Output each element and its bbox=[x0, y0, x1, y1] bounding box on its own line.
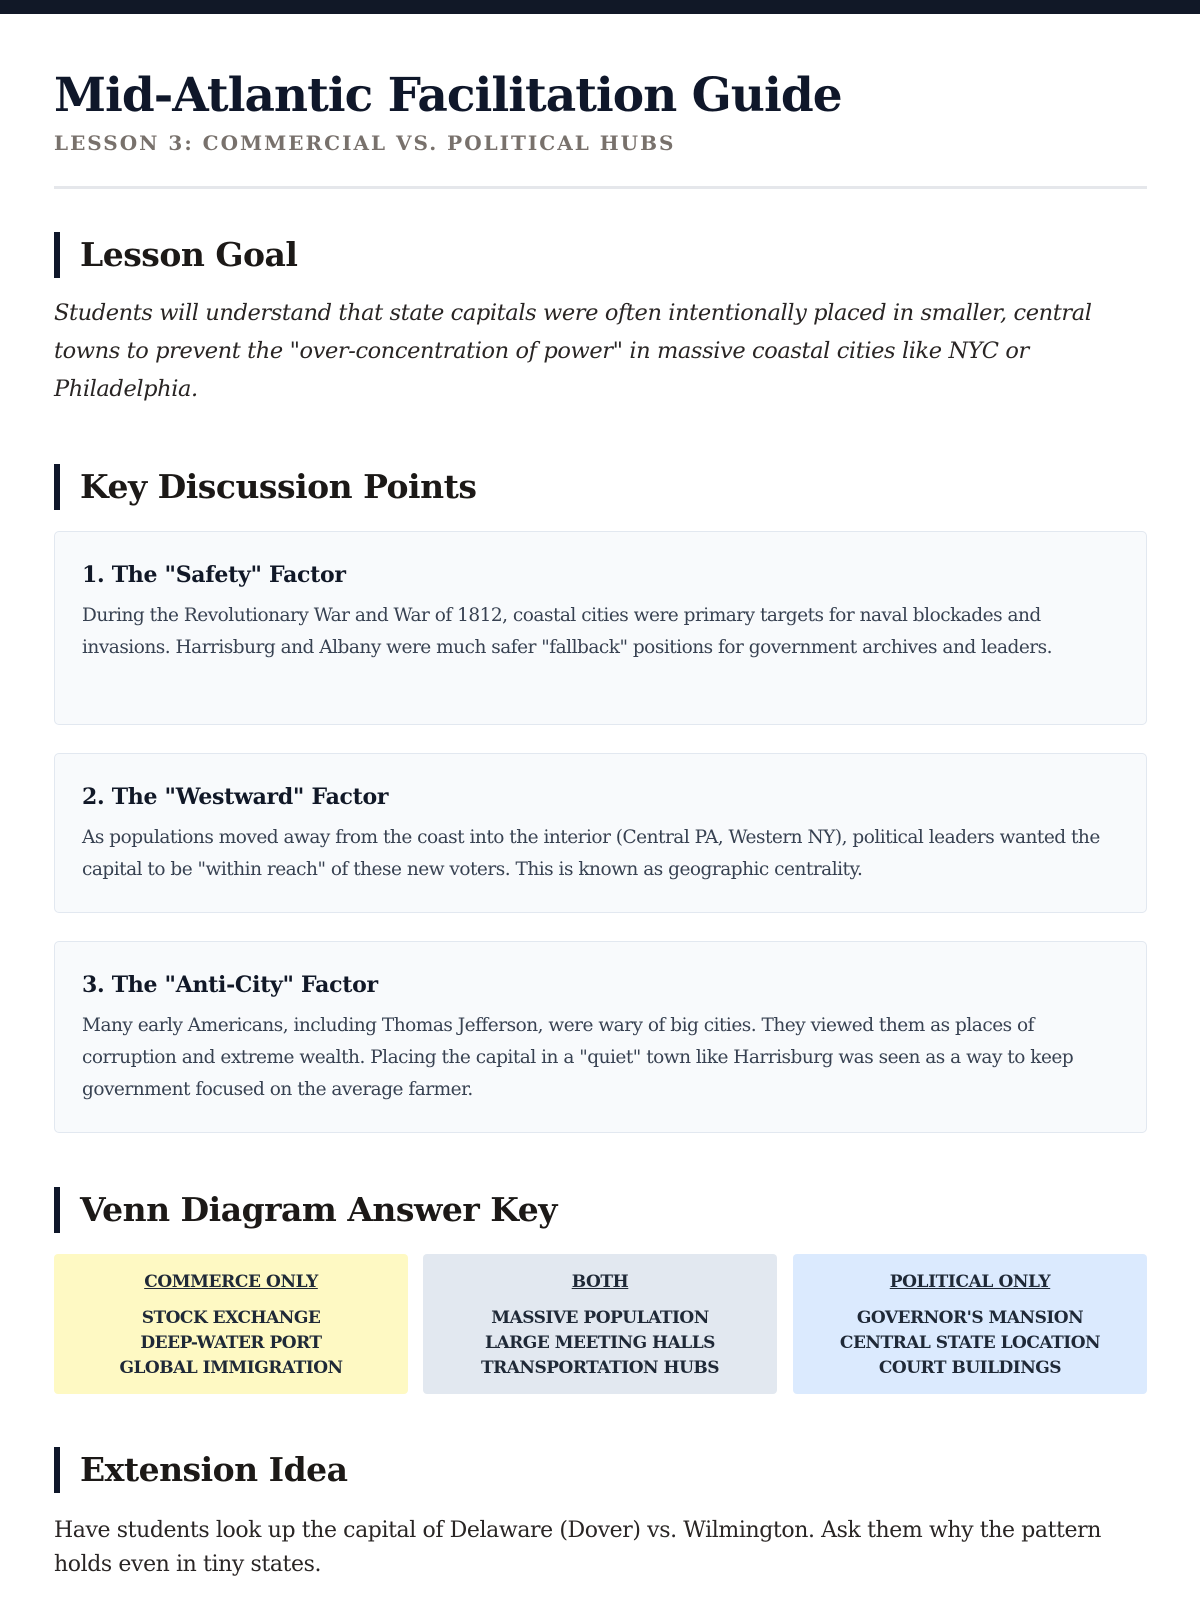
discussion-card-body: Many early Americans, including Thomas Jefferson, were wary of big cities. They viewed them as places of corruption and extreme wealth. Placing the capital in a "quiet" town like Harrisburg was seen as a way to keep government focused on the average farmer. bbox=[82, 1015, 1074, 1100]
venn-box-political-only bbox=[793, 1254, 1147, 1394]
discussion-card-body: During the Revolutionary War and War of 1812, coastal cities were primary targets for naval blockades and invasions. Harrisburg and Albany were much safer "fallback" positions for government archives and leaders. bbox=[82, 605, 1052, 658]
discussion-card-body: As populations moved away from the coast into the interior (Central PA, Western NY), political leaders wanted the capital to be "within reach" of these new voters. This is known as geographic centrality. bbox=[82, 827, 1100, 880]
section-heading-venn: Venn Diagram Answer Key bbox=[54, 1187, 1147, 1233]
venn-item: LARGE MEETING HALLS bbox=[485, 1333, 715, 1353]
venn-item: TRANSPORTATION HUBS bbox=[480, 1358, 720, 1378]
venn-item: MASSIVE POPULATION bbox=[491, 1308, 709, 1328]
section-heading-extension: Extension Idea bbox=[54, 1447, 1147, 1493]
venn-label-commerce: COMMERCE ONLY bbox=[144, 1272, 318, 1292]
venn-label-both: BOTH bbox=[571, 1272, 629, 1292]
discussion-card-safety bbox=[54, 531, 1147, 725]
discussion-card-title: 1. The "Safety" Factor bbox=[82, 562, 346, 588]
header-divider bbox=[54, 186, 1147, 189]
venn-item: CENTRAL STATE LOCATION bbox=[839, 1333, 1101, 1353]
venn-item: GOVERNOR'S MANSION bbox=[856, 1308, 1084, 1328]
venn-box-both bbox=[423, 1254, 777, 1394]
section-heading-discussion: Key Discussion Points bbox=[54, 464, 1147, 510]
venn-item: DEEP-WATER PORT bbox=[140, 1333, 322, 1353]
discussion-card-title: 2. The "Westward" Factor bbox=[82, 784, 389, 810]
page-subtitle: LESSON 3: COMMERCIAL VS. POLITICAL HUBS bbox=[54, 131, 676, 155]
top-accent-bar bbox=[0, 0, 1200, 14]
extension-idea-text: Have students look up the capital of Delaware (Dover) vs. Wilmington. Ask them why the pattern holds even in tiny states. bbox=[54, 1518, 1101, 1577]
page-title: Mid-Atlantic Facilitation Guide bbox=[54, 68, 842, 123]
venn-box-commerce-only bbox=[54, 1254, 408, 1394]
venn-item: STOCK EXCHANGE bbox=[141, 1308, 321, 1328]
venn-item: GLOBAL IMMIGRATION bbox=[119, 1358, 343, 1378]
venn-answer-key bbox=[54, 1254, 1147, 1394]
discussion-card-title: 3. The "Anti-City" Factor bbox=[82, 972, 378, 998]
section-heading-lesson-goal: Lesson Goal bbox=[54, 232, 1147, 278]
venn-item: COURT BUILDINGS bbox=[878, 1358, 1062, 1378]
lesson-goal-text: Students will understand that state capitals were often intentionally placed in smaller, central towns to prevent the "over-concentration of power" in massive coastal cities like NYC or Philadelphia. bbox=[54, 300, 1092, 402]
discussion-card-anti-city bbox=[54, 941, 1147, 1133]
discussion-card-westward bbox=[54, 753, 1147, 913]
venn-label-political: POLITICAL ONLY bbox=[889, 1272, 1051, 1292]
